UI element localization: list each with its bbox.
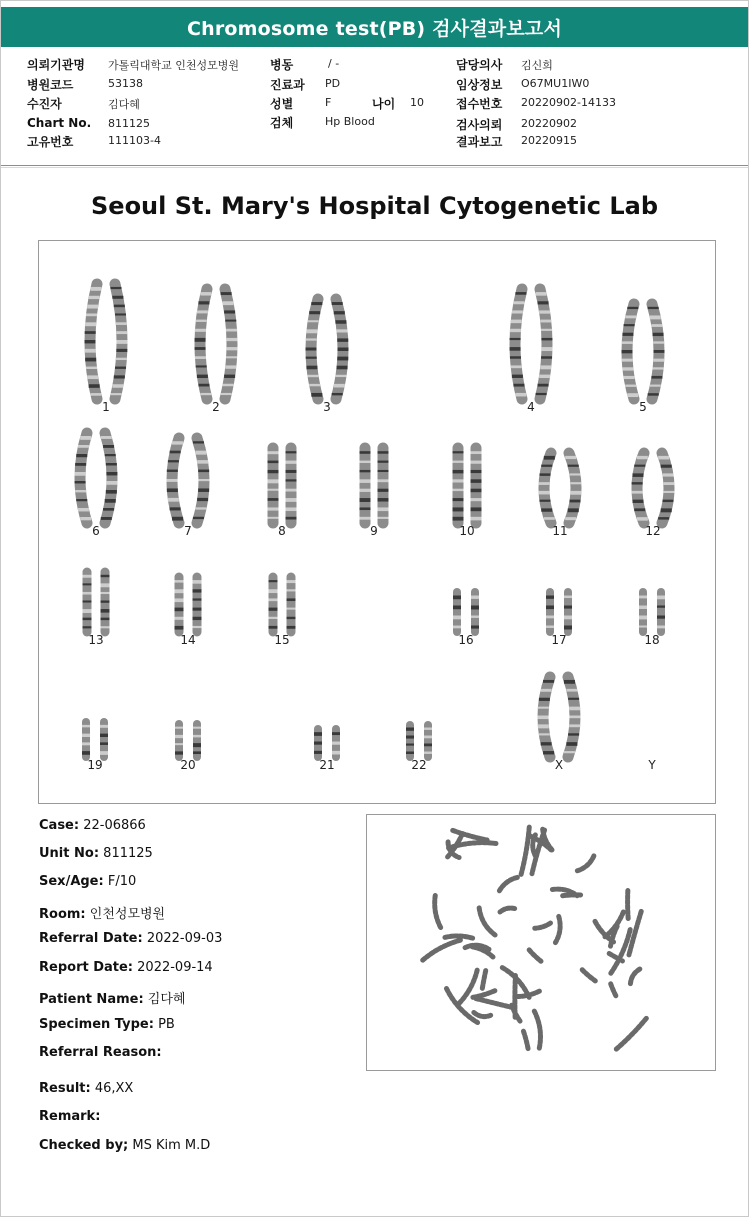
report-date-line bbox=[39, 960, 213, 975]
specimen-type-line bbox=[39, 1017, 175, 1032]
spread-chromosome bbox=[474, 1012, 492, 1016]
specimen-value: Hp Blood bbox=[325, 115, 375, 128]
sex-value: F bbox=[325, 96, 332, 109]
doctor-value: 김신희 bbox=[521, 59, 553, 72]
result-report-label: 결과보고 bbox=[456, 135, 503, 149]
chromosome-pair-19 bbox=[82, 722, 108, 772]
spread-chromosome bbox=[499, 877, 517, 891]
spread-chromosome bbox=[555, 916, 560, 942]
chromosome-label-11: 11 bbox=[552, 524, 568, 538]
referral-reason-line bbox=[39, 1045, 162, 1060]
chromosome-label-19: 19 bbox=[87, 758, 103, 772]
chromosome-pair-11 bbox=[539, 453, 582, 538]
spread-chromosome bbox=[630, 969, 639, 984]
requesting-institution-value: 가톨릭대학교 인천성모병원 bbox=[108, 59, 240, 72]
chromosome-label-4: 4 bbox=[527, 400, 535, 414]
result-value: 46,XX bbox=[94, 1081, 134, 1096]
chromosome-label-1: 1 bbox=[102, 400, 110, 414]
chromosome-pair-22 bbox=[406, 725, 432, 772]
spread-chromosome bbox=[577, 856, 594, 871]
hospital-code-value: 53138 bbox=[108, 77, 143, 90]
receipt-no-label: 접수번호 bbox=[456, 97, 503, 111]
unique-no-value: 111103-4 bbox=[108, 134, 161, 147]
spread-chromosome bbox=[422, 940, 460, 961]
chart-no-label: Chart No. bbox=[27, 116, 92, 130]
chromosome-label-8: 8 bbox=[278, 524, 286, 538]
ward-label: 병동 bbox=[270, 58, 294, 72]
metaphase-spread-image bbox=[367, 815, 715, 1070]
remark-line bbox=[39, 1109, 100, 1124]
checked-by-value: MS Kim M.D bbox=[132, 1138, 211, 1153]
chromosome-label-5: 5 bbox=[639, 400, 647, 414]
clinical-info-label: 임상정보 bbox=[456, 78, 503, 92]
requesting-institution-label: 의뢰기관명 bbox=[27, 58, 85, 72]
spread-chromosome bbox=[472, 991, 495, 998]
unit-no-value: 811125 bbox=[103, 846, 153, 861]
unit-no-label: Unit No: bbox=[39, 846, 100, 861]
chromosome-label-6: 6 bbox=[92, 524, 100, 538]
chromosome-pair-12 bbox=[632, 453, 675, 538]
chromosome-pair-2 bbox=[195, 289, 238, 414]
chromosome-pair-8 bbox=[268, 448, 297, 538]
spread-chromosome bbox=[582, 970, 595, 981]
room-line bbox=[39, 903, 165, 922]
remark-label: Remark: bbox=[39, 1109, 101, 1124]
examinee-label: 수진자 bbox=[27, 97, 62, 111]
chromosome-pair-9 bbox=[360, 448, 389, 538]
spread-chromosome bbox=[500, 908, 515, 912]
spread-chromosome bbox=[435, 896, 442, 930]
section-divider bbox=[1, 167, 748, 168]
chromosome-label-3: 3 bbox=[323, 400, 331, 414]
chromosome-pair-4 bbox=[510, 289, 553, 414]
chromosome-pair-5 bbox=[622, 304, 665, 414]
specimen-type-label: Specimen Type: bbox=[39, 1017, 154, 1032]
department-label: 진료과 bbox=[270, 78, 305, 92]
sex-age-value: F/10 bbox=[107, 874, 137, 889]
chromosome-label-20: 20 bbox=[180, 758, 196, 772]
karyogram-image bbox=[39, 241, 715, 803]
referral-date-label: Referral Date: bbox=[39, 931, 143, 946]
sex-age-line bbox=[39, 874, 136, 889]
spread-chromosome bbox=[523, 1031, 528, 1050]
lab-title: Seoul St. Mary's Hospital Cytogenetic Lab bbox=[91, 192, 658, 220]
sex-label: 성별 bbox=[270, 97, 294, 111]
chromosome-label-22: 22 bbox=[411, 758, 427, 772]
result-line bbox=[39, 1081, 133, 1096]
unique-no-label: 고유번호 bbox=[27, 135, 74, 149]
spread-chromosome bbox=[476, 999, 512, 1008]
chromosome-pair-x bbox=[538, 677, 581, 772]
department-value: PD bbox=[325, 77, 341, 90]
chromosome-pair-13 bbox=[83, 572, 110, 647]
referral-date-value: 2022-09-03 bbox=[146, 931, 223, 946]
chromosome-pair-16 bbox=[453, 592, 479, 647]
chromosome-label-7: 7 bbox=[184, 524, 192, 538]
case-label: Case: bbox=[39, 818, 80, 833]
patient-name-label: Patient Name: bbox=[39, 992, 144, 1007]
age-label: 나이 bbox=[372, 97, 396, 111]
chromosome-pair-7 bbox=[167, 438, 210, 538]
chromosome-pair-1 bbox=[85, 284, 128, 414]
age-value: 10 bbox=[410, 96, 424, 109]
case-value: 22-06866 bbox=[83, 818, 146, 833]
chromosome-label-16: 16 bbox=[458, 633, 474, 647]
unit-no-line bbox=[39, 846, 153, 861]
chromosome-pair-14 bbox=[175, 577, 202, 647]
spread-chromosome bbox=[482, 971, 485, 989]
receipt-no-value: 20220902-14133 bbox=[521, 96, 616, 109]
report-date-value: 2022-09-14 bbox=[137, 960, 213, 975]
ward-value: / - bbox=[328, 57, 340, 70]
chromosome-label-17: 17 bbox=[551, 633, 567, 647]
chromosome-label-14: 14 bbox=[180, 633, 196, 647]
chromosome-label-21: 21 bbox=[319, 758, 335, 772]
hospital-code-label: 병원코드 bbox=[27, 78, 74, 92]
specimen-label: 검체 bbox=[270, 116, 294, 130]
chromosome-pair-3 bbox=[306, 299, 349, 414]
chromosome-label-12: 12 bbox=[645, 524, 661, 538]
chromosome-pair-15 bbox=[269, 577, 296, 647]
doctor-label: 담당의사 bbox=[456, 58, 503, 72]
chromosome-pair-10 bbox=[453, 448, 482, 538]
specimen-type-value: PB bbox=[158, 1017, 175, 1032]
chromosome-label-2: 2 bbox=[212, 400, 220, 414]
metaphase-spread-panel bbox=[366, 814, 716, 1071]
spread-chromosome bbox=[446, 989, 477, 1023]
test-request-label: 검사의뢰 bbox=[456, 118, 503, 132]
chromosome-label-9: 9 bbox=[370, 524, 378, 538]
report-title: Chromosome test(PB) 검사결과보고서 bbox=[1, 7, 748, 47]
referral-date-line bbox=[39, 931, 222, 946]
chromosome-label-y: Y bbox=[648, 758, 656, 772]
patient-info-block bbox=[1, 47, 748, 166]
chromosome-pair-y bbox=[647, 758, 656, 772]
spread-chromosome bbox=[611, 984, 617, 997]
chromosome-pair-21 bbox=[314, 729, 340, 772]
result-report-value: 20220915 bbox=[521, 134, 577, 147]
chromosome-label-18: 18 bbox=[644, 633, 660, 647]
spread-chromosome bbox=[445, 936, 473, 938]
patient-name-line bbox=[39, 988, 185, 1007]
chromosome-pair-20 bbox=[175, 724, 201, 772]
case-line bbox=[39, 818, 146, 833]
examinee-value: 김다혜 bbox=[108, 98, 140, 111]
spread-chromosome bbox=[535, 923, 551, 928]
chromosome-label-10: 10 bbox=[459, 524, 475, 538]
result-label: Result: bbox=[39, 1081, 91, 1096]
test-request-value: 20220902 bbox=[521, 117, 577, 130]
chromosome-pair-6 bbox=[75, 433, 118, 538]
spread-chromosome bbox=[534, 1011, 540, 1048]
spread-chromosome bbox=[479, 908, 495, 935]
report-date-label: Report Date: bbox=[39, 960, 134, 975]
room-label: Room: bbox=[39, 907, 86, 922]
spread-chromosome bbox=[615, 1018, 646, 1050]
clinical-info-value: O67MU1IW0 bbox=[521, 77, 590, 90]
chromosome-label-13: 13 bbox=[88, 633, 104, 647]
chromosome-pair-18 bbox=[639, 592, 665, 647]
chromosome-pair-17 bbox=[546, 592, 572, 647]
checked-by-label: Checked by; bbox=[39, 1138, 129, 1153]
referral-reason-label: Referral Reason: bbox=[39, 1045, 162, 1060]
room-value: 인천성모병원 bbox=[89, 907, 166, 922]
checked-by-line bbox=[39, 1138, 210, 1153]
chart-no-value: 811125 bbox=[108, 117, 150, 130]
spread-chromosome bbox=[529, 950, 541, 961]
sex-age-label: Sex/Age: bbox=[39, 874, 104, 889]
chromosome-label-x: X bbox=[554, 758, 564, 772]
karyogram-panel bbox=[38, 240, 716, 804]
patient-name-value: 김다혜 bbox=[147, 992, 186, 1007]
chromosome-label-15: 15 bbox=[274, 633, 290, 647]
spread-chromosome bbox=[628, 891, 629, 920]
